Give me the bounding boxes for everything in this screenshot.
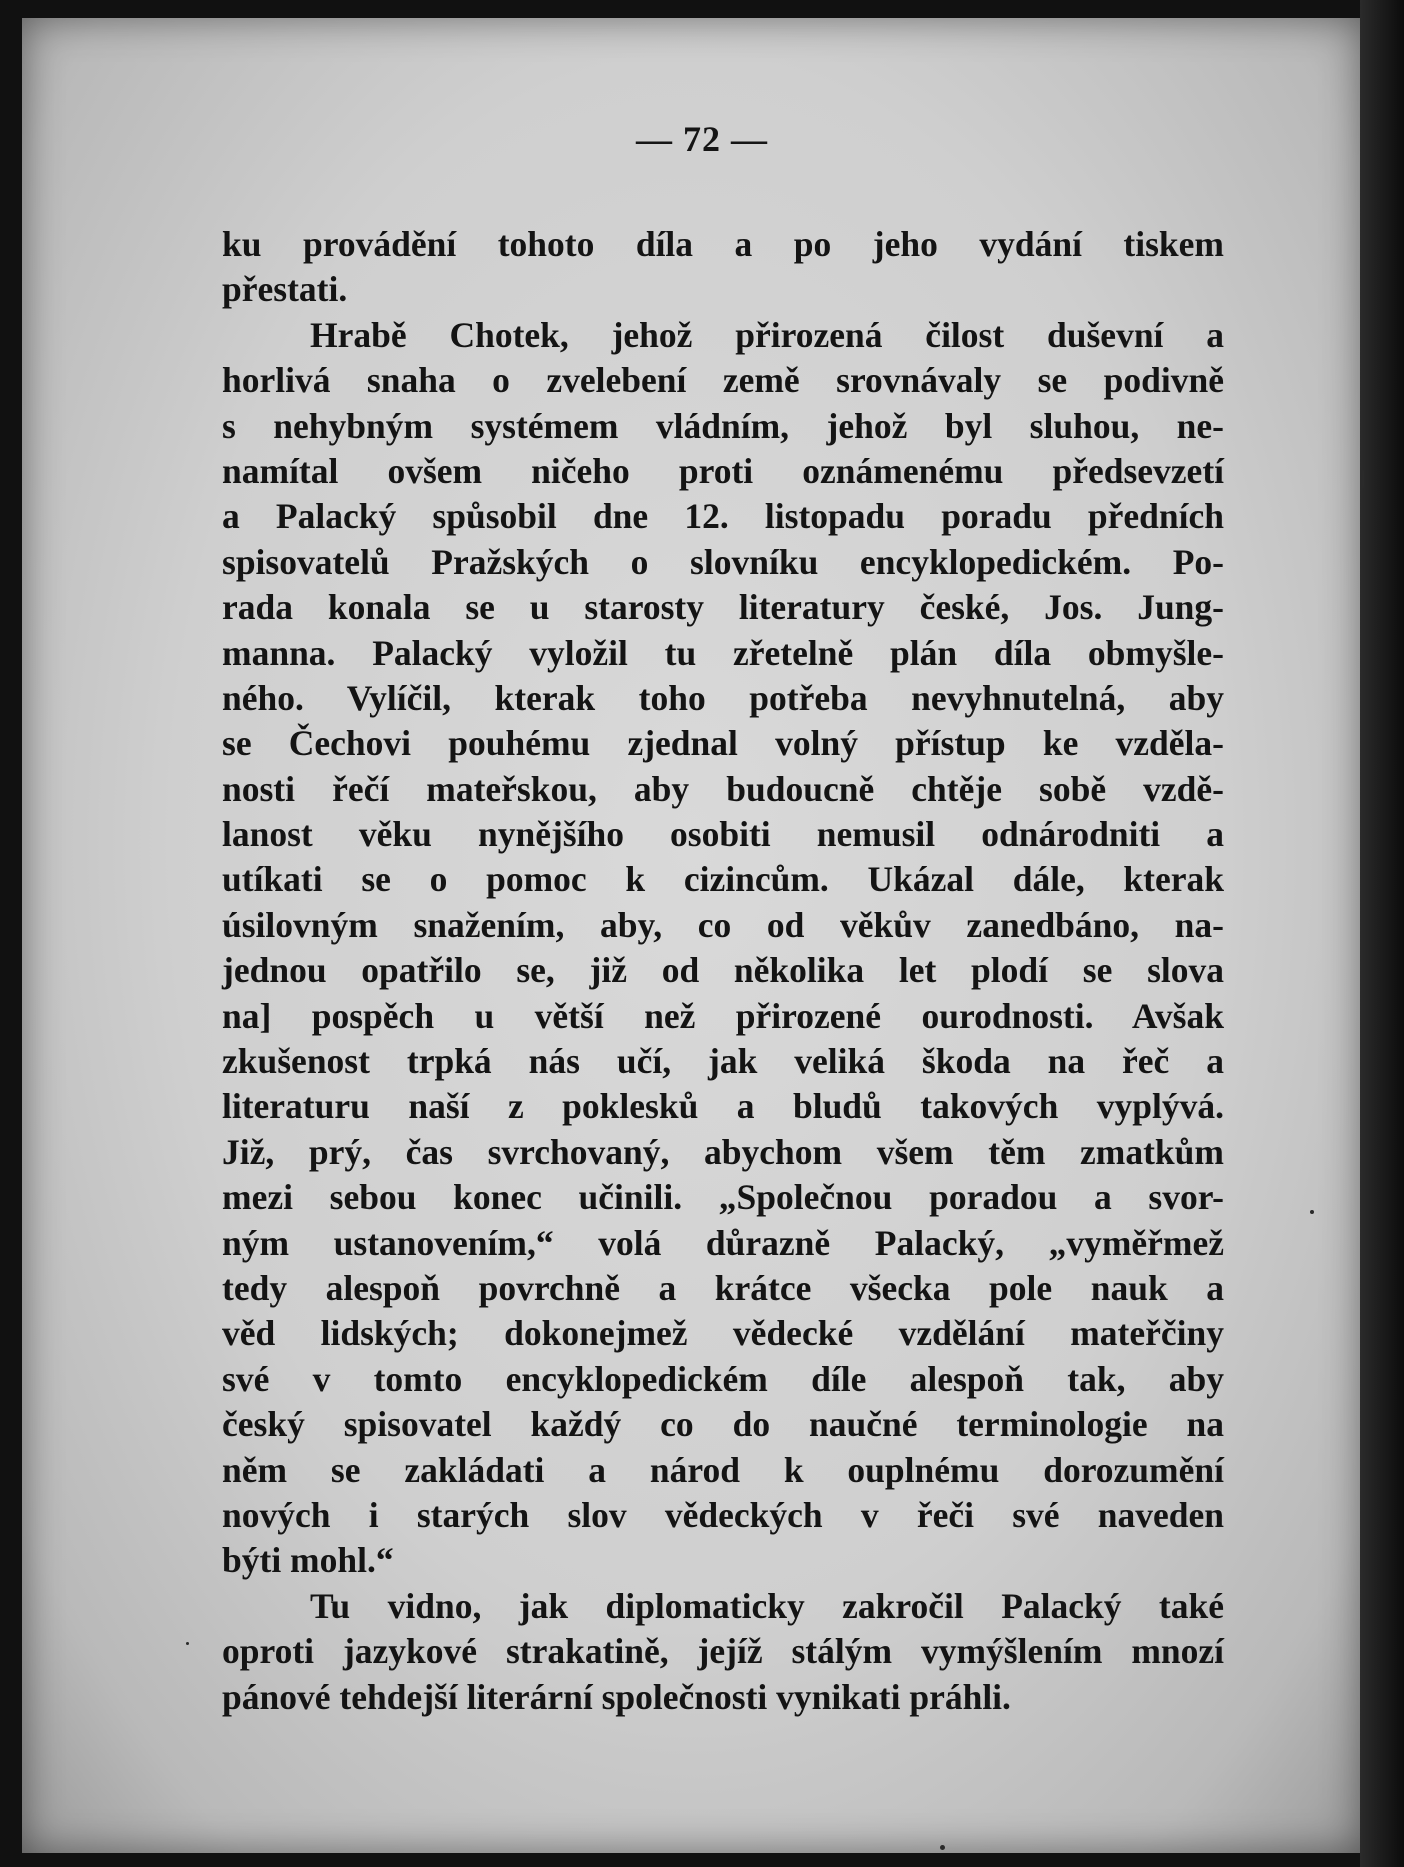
text-line: Již, prý, čas svrchovaný, abychom všem těm zmatkům — [222, 1131, 1224, 1172]
book-edge — [1360, 0, 1404, 1867]
text-line: rada konala se u starosty literatury české, Jos. Jung- — [222, 587, 1224, 628]
text-line: a Palacký spůsobil dne 12. listopadu poradu předních — [222, 496, 1224, 537]
text-line: oproti jazykové strakatině, jejíž stálým vymýšlením mnozí — [222, 1631, 1224, 1672]
text-line: býti mohl.“ — [222, 1540, 394, 1581]
body-text — [222, 222, 1224, 1720]
text-line: spisovatelů Pražských o slovníku encyklopedickém. Po- — [222, 541, 1224, 582]
text-line: jednou opatřilo se, již od několika let plodí se slova — [222, 950, 1224, 991]
text-line: nových i starých slov vědeckých v řeči své naveden — [222, 1494, 1224, 1535]
text-line: přestati. — [222, 269, 348, 310]
text-line: lanost věku nynějšího osobiti nemusil odnárodniti a — [222, 814, 1224, 855]
text-line: utíkati se o pomoc k cizincům. Ukázal dále, kterak — [222, 859, 1224, 900]
text-line: úsilovným snažením, aby, co od věkův zanedbáno, na- — [222, 904, 1224, 945]
text-line: zkušenost trpká nás učí, jak veliká škoda na řeč a — [222, 1041, 1224, 1082]
text-line: pánové tehdejší literární společnosti vynikati práhli. — [222, 1676, 1011, 1717]
text-line: manna. Palacký vyložil tu zřetelně plán díla obmyšle- — [222, 632, 1224, 673]
dust-speck — [1360, 470, 1364, 488]
text-line: namítal ovšem ničeho proti oznámenému předsevzetí — [222, 450, 1224, 491]
text-line: mezi sebou konec učinili. „Společnou poradou a svor- — [222, 1177, 1224, 1218]
text-line: literaturu naší z poklesků a bludů takových vyplývá. — [222, 1086, 1224, 1127]
text-line: se Čechovi pouhému zjednal volný přístup ke vzděla- — [222, 723, 1224, 764]
page-number: — 72 — — [636, 119, 768, 159]
text-line: něm se zakládati a národ k ouplnému dorozumění — [222, 1449, 1224, 1490]
dust-speck — [940, 1845, 945, 1850]
text-line: ku provádění tohoto díla a po jeho vydání tiskem — [222, 224, 1224, 264]
text-line: horlivá snaha o zvelebení země srovnávaly se podivně — [222, 360, 1224, 401]
text-line: s nehybným systémem vládním, jehož byl sluhou, ne- — [222, 405, 1224, 446]
dust-speck — [1310, 1210, 1314, 1214]
text-line: český spisovatel každý co do naučné terminologie na — [222, 1404, 1224, 1445]
text-line: tedy alespoň povrchně a krátce všecka pole nauk a — [222, 1267, 1224, 1308]
text-line: na] pospěch u větší než přirozené ourodnosti. Avšak — [222, 995, 1224, 1036]
text-line: ného. Vylíčil, kterak toho potřeba nevyhnutelná, aby — [222, 677, 1224, 718]
text-line: Hrabě Chotek, jehož přirozená čilost duševní a — [310, 314, 1224, 355]
text-line: Tu vidno, jak diplomaticky zakročil Palacký také — [310, 1585, 1224, 1626]
dust-speck — [186, 1642, 189, 1645]
text-line: ným ustanovením,“ volá důrazně Palacký, „vyměřmež — [222, 1222, 1224, 1263]
text-line: věd lidských; dokonejmež vědecké vzdělání mateřčiny — [222, 1313, 1224, 1354]
text-line: své v tomto encyklopedickém díle alespoň tak, aby — [222, 1358, 1224, 1399]
text-line: nosti řečí mateřskou, aby budoucně chtěje sobě vzdě- — [222, 768, 1224, 809]
